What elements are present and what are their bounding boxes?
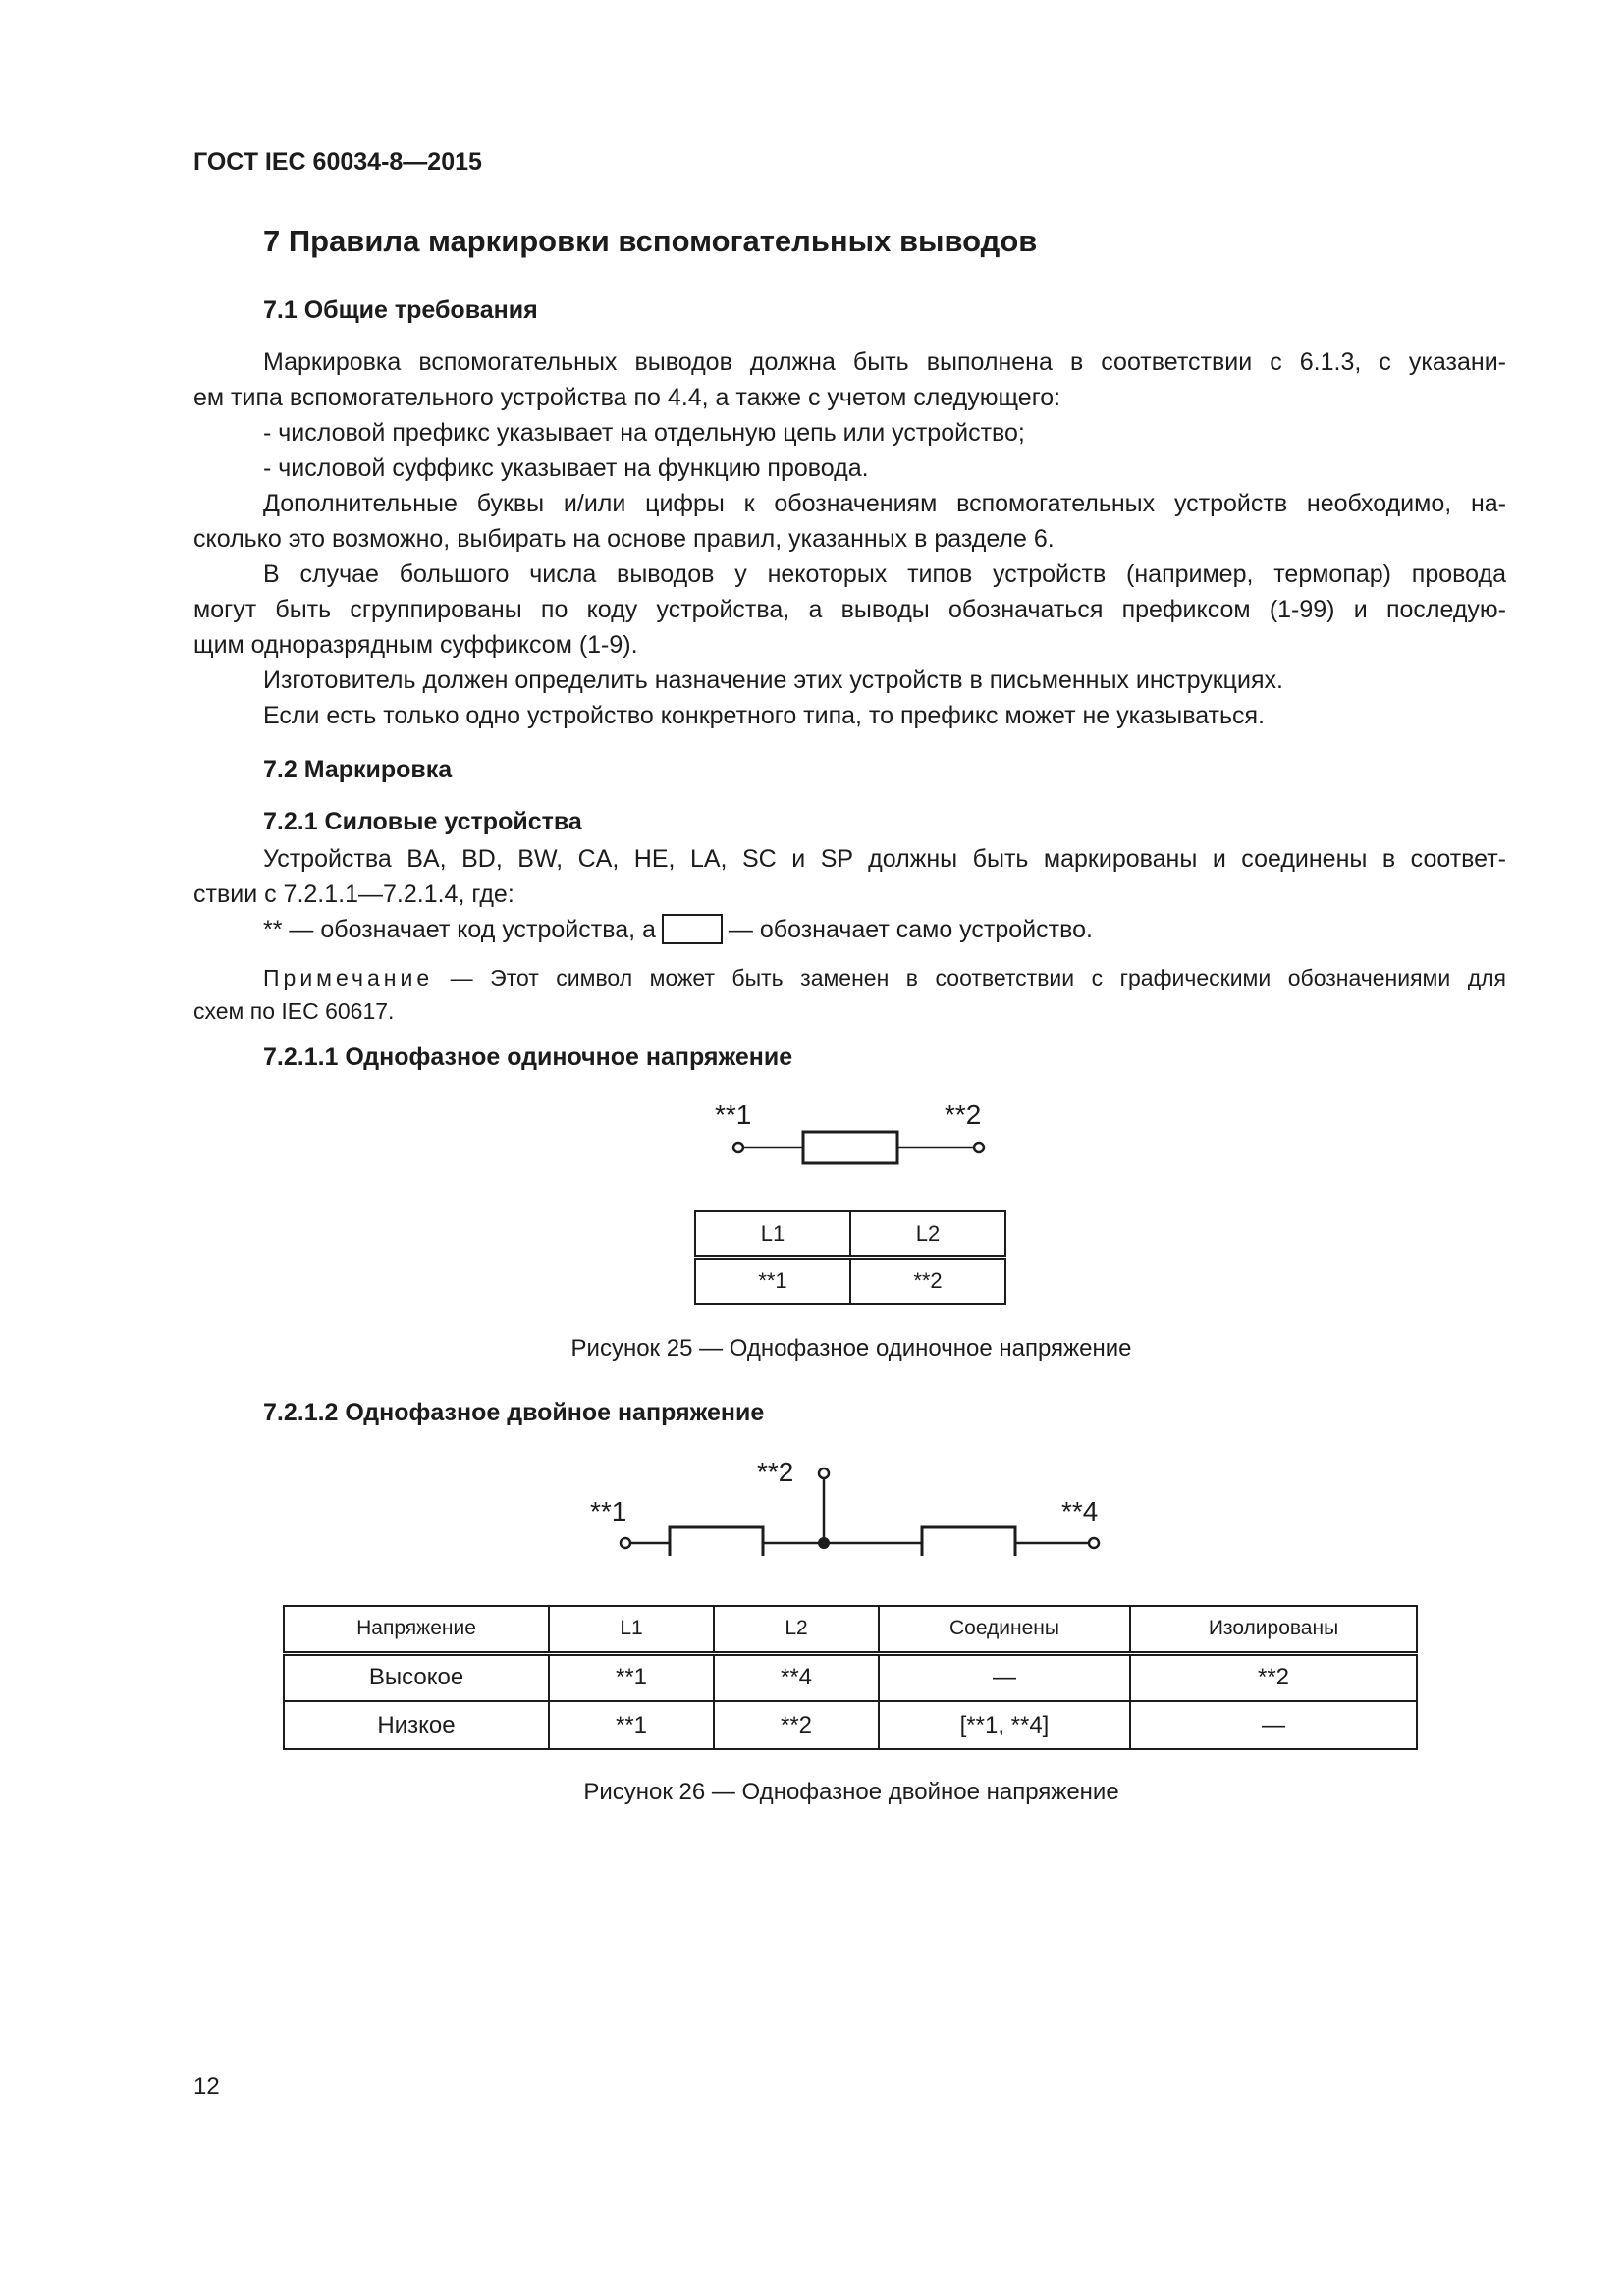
terminal-icon <box>621 1538 630 1548</box>
paragraph-line: Дополнительные буквы и/или цифры к обозначениям вспомогательных устройств необходимо, на- <box>263 490 1506 517</box>
table-header: Соединены <box>879 1606 1130 1653</box>
device-code-text: ** — обозначает код устройства, а <box>263 916 656 943</box>
note-line: схем по IEC 60617. <box>193 998 395 1024</box>
table-cell: — <box>879 1653 1130 1701</box>
table-cell: [**1, **4] <box>879 1701 1130 1749</box>
note-label: Примечание <box>263 965 434 990</box>
paragraph-line <box>193 912 1506 947</box>
section-7-2-1-body <box>193 841 1506 947</box>
junction-icon <box>818 1537 830 1549</box>
note-text: — Этот символ может быть заменен в соответствии с графическими обозначениями для <box>450 965 1506 990</box>
table-row <box>284 1653 1417 1701</box>
document-header: ГОСТ IEC 60034-8—2015 <box>193 148 482 176</box>
table-header: L1 <box>549 1606 714 1653</box>
paragraph-line: Изготовитель должен определить назначение этих устройств в письменных инструкциях. <box>263 667 1283 694</box>
list-item: - числовой префикс указывает на отдельную цепь или устройство; <box>263 419 1025 447</box>
terminal-icon <box>974 1143 984 1152</box>
section-7-1-title: 7.1 Общие требования <box>263 296 538 324</box>
table-cell: **2 <box>714 1701 879 1749</box>
list-item: - числовой суффикс указывает на функцию провода. <box>263 454 869 482</box>
terminal-icon <box>819 1468 829 1478</box>
table-cell: **2 <box>1130 1653 1417 1701</box>
figure-26-table <box>283 1605 1418 1750</box>
figure-25-diagram <box>687 1090 1021 1168</box>
table-cell: — <box>1130 1701 1417 1749</box>
figure-26-caption: Рисунок 26 — Однофазное двойное напряжение <box>583 1779 1119 1805</box>
paragraph-line: ствии с 7.2.1.1—7.2.1.4, где: <box>193 881 514 908</box>
section-7-title: 7 Правила маркировки вспомогательных выводов <box>263 224 1038 258</box>
section-7-2-1-2-title: 7.2.1.2 Однофазное двойное напряжение <box>263 1399 765 1426</box>
page-number: 12 <box>193 2073 220 2100</box>
device-symbol-icon <box>662 914 723 944</box>
device-symbol-icon <box>670 1527 763 1556</box>
table-cell: **1 <box>549 1701 714 1749</box>
device-symbol-icon <box>803 1132 897 1163</box>
figure-25-table <box>694 1210 1006 1305</box>
terminal-icon <box>1089 1538 1099 1548</box>
table-cell: Низкое <box>284 1701 549 1749</box>
figure-26-diagram <box>584 1453 1129 1556</box>
paragraph-line: сколько это возможно, выбирать на основе правил, указанных в разделе 6. <box>193 525 1055 553</box>
table-header: Напряжение <box>284 1606 549 1653</box>
terminal-2-label: **2 <box>757 1457 794 1487</box>
table-cell: **1 <box>549 1653 714 1701</box>
table-cell: **4 <box>714 1653 879 1701</box>
paragraph-line: В случае большого числа выводов у некоторых типов устройств (например, термопар) провода <box>263 561 1506 588</box>
device-symbol-icon <box>922 1527 1015 1556</box>
terminal-1-label: **1 <box>590 1496 627 1526</box>
section-7-2-title: 7.2 Маркировка <box>263 756 453 783</box>
section-7-2-1-1-title: 7.2.1.1 Однофазное одиночное напряжение <box>263 1043 793 1071</box>
table-header: L2 <box>714 1606 879 1653</box>
paragraph-line: могут быть сгруппированы по коду устройства, а выводы обозначаться префиксом (1-99) и последую- <box>193 596 1506 623</box>
table-cell: **2 <box>850 1257 1005 1304</box>
paragraph-line: Устройства BA, BD, BW, CA, HE, LA, SC и SP должны быть маркированы и соединены в соответ- <box>263 845 1506 873</box>
device-symbol-text: — обозначает само устройство. <box>728 916 1093 943</box>
paragraph-line: Маркировка вспомогательных выводов должна быть выполнена в соответствии с 6.1.3, с указани- <box>263 348 1506 376</box>
section-7-1-body <box>193 345 1506 733</box>
section-7-2-1-title: 7.2.1 Силовые устройства <box>263 808 582 835</box>
terminal-2-label: **2 <box>945 1099 982 1130</box>
paragraph-line: ем типа вспомогательного устройства по 4.4, а также с учетом следующего: <box>193 384 1061 411</box>
table-header: L1 <box>695 1211 850 1257</box>
terminal-1-label: **1 <box>715 1099 752 1130</box>
note <box>193 961 1506 1028</box>
table-header: Изолированы <box>1130 1606 1417 1653</box>
paragraph-line: Если есть только одно устройство конкретного типа, то префикс может не указываться. <box>263 702 1266 729</box>
table-cell: **1 <box>695 1257 850 1304</box>
terminal-icon <box>733 1143 743 1152</box>
table-cell: Высокое <box>284 1653 549 1701</box>
figure-25-caption: Рисунок 25 — Однофазное одиночное напряжение <box>570 1335 1132 1362</box>
paragraph-line: щим одноразрядным суффиксом (1-9). <box>193 631 638 659</box>
note-line <box>193 961 1506 994</box>
table-header: L2 <box>850 1211 1005 1257</box>
terminal-4-label: **4 <box>1061 1496 1099 1526</box>
table-row <box>284 1701 1417 1749</box>
